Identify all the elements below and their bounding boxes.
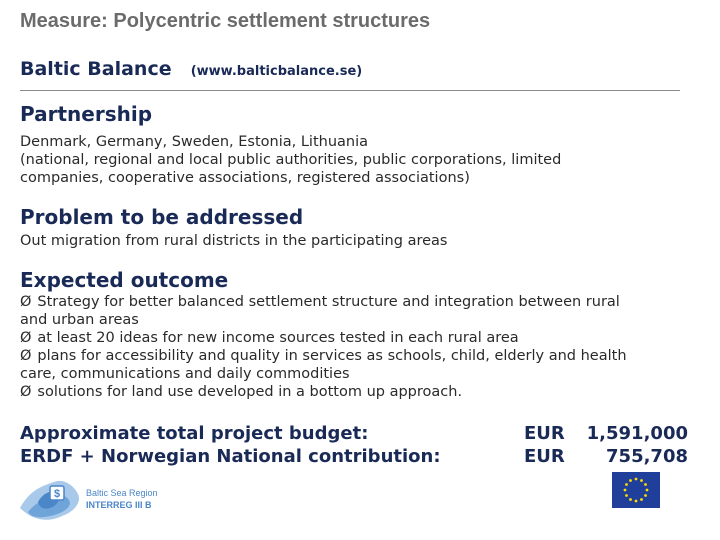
problem-heading: Problem to be addressed (20, 205, 304, 229)
outcome-continuation: care, communications and daily commodities (20, 366, 350, 382)
divider (20, 90, 680, 91)
eu-star-icon (644, 494, 647, 497)
baltic-sea-map-icon (16, 468, 166, 528)
project-name: Baltic Balance (20, 58, 172, 80)
budget-erdf-label: ERDF + Norwegian National contribution: (20, 446, 441, 467)
eu-star-icon (644, 483, 647, 486)
outcome-bullet: Ø plans for accessibility and quality in services as schools, child, elderly and health (20, 348, 627, 364)
outcome-continuation: and urban areas (20, 312, 139, 328)
project-url: (www.balticbalance.se) (190, 64, 363, 79)
interreg-logo (16, 468, 166, 528)
partnership-line: (national, regional and local public authorities, public corporations, limited (20, 152, 562, 168)
logo-line-2: INTERREG III B (86, 500, 152, 510)
eu-star-icon (625, 494, 628, 497)
budget-total-currency: EUR (524, 423, 565, 444)
eu-star-icon (640, 498, 643, 501)
measure-title: Measure: Polycentric settlement structures (20, 10, 431, 32)
project-title (20, 58, 362, 80)
eu-star-icon (635, 500, 638, 503)
outcome-bullet: Ø solutions for land use developed in a bottom up approach. (20, 384, 463, 400)
bullet-arrow-icon: Ø (20, 384, 32, 400)
eu-flag-icon (612, 472, 660, 508)
bullet-arrow-icon: Ø (20, 330, 32, 346)
outcome-bullet: Ø at least 20 ideas for new income sources tested in each rural area (20, 330, 519, 346)
partnership-line: Denmark, Germany, Sweden, Estonia, Lithuania (20, 134, 368, 150)
partnership-line: companies, cooperative associations, registered associations) (20, 170, 470, 186)
svg-text:$: $ (54, 488, 61, 500)
budget-total-label: Approximate total project budget: (20, 423, 369, 444)
problem-line: Out migration from rural districts in the participating areas (20, 233, 448, 249)
eu-star-icon (629, 479, 632, 482)
budget-erdf-currency: EUR (524, 446, 565, 467)
bullet-arrow-icon: Ø (20, 348, 32, 364)
logo-line-1: Baltic Sea Region (86, 488, 158, 498)
partnership-heading: Partnership (20, 102, 153, 126)
outcome-bullet: Ø Strategy for better balanced settlement structure and integration between rural (20, 294, 620, 310)
bullet-arrow-icon: Ø (20, 294, 32, 310)
budget-total-value: 1,591,000 (586, 423, 688, 444)
outcome-heading: Expected outcome (20, 268, 229, 292)
eu-star-icon (635, 478, 638, 481)
eu-star-icon (629, 498, 632, 501)
eu-star-icon (625, 483, 628, 486)
budget-erdf-value: 755,708 (606, 446, 688, 467)
eu-star-icon (646, 489, 649, 492)
eu-star-icon (640, 479, 643, 482)
eu-star-icon (624, 489, 627, 492)
